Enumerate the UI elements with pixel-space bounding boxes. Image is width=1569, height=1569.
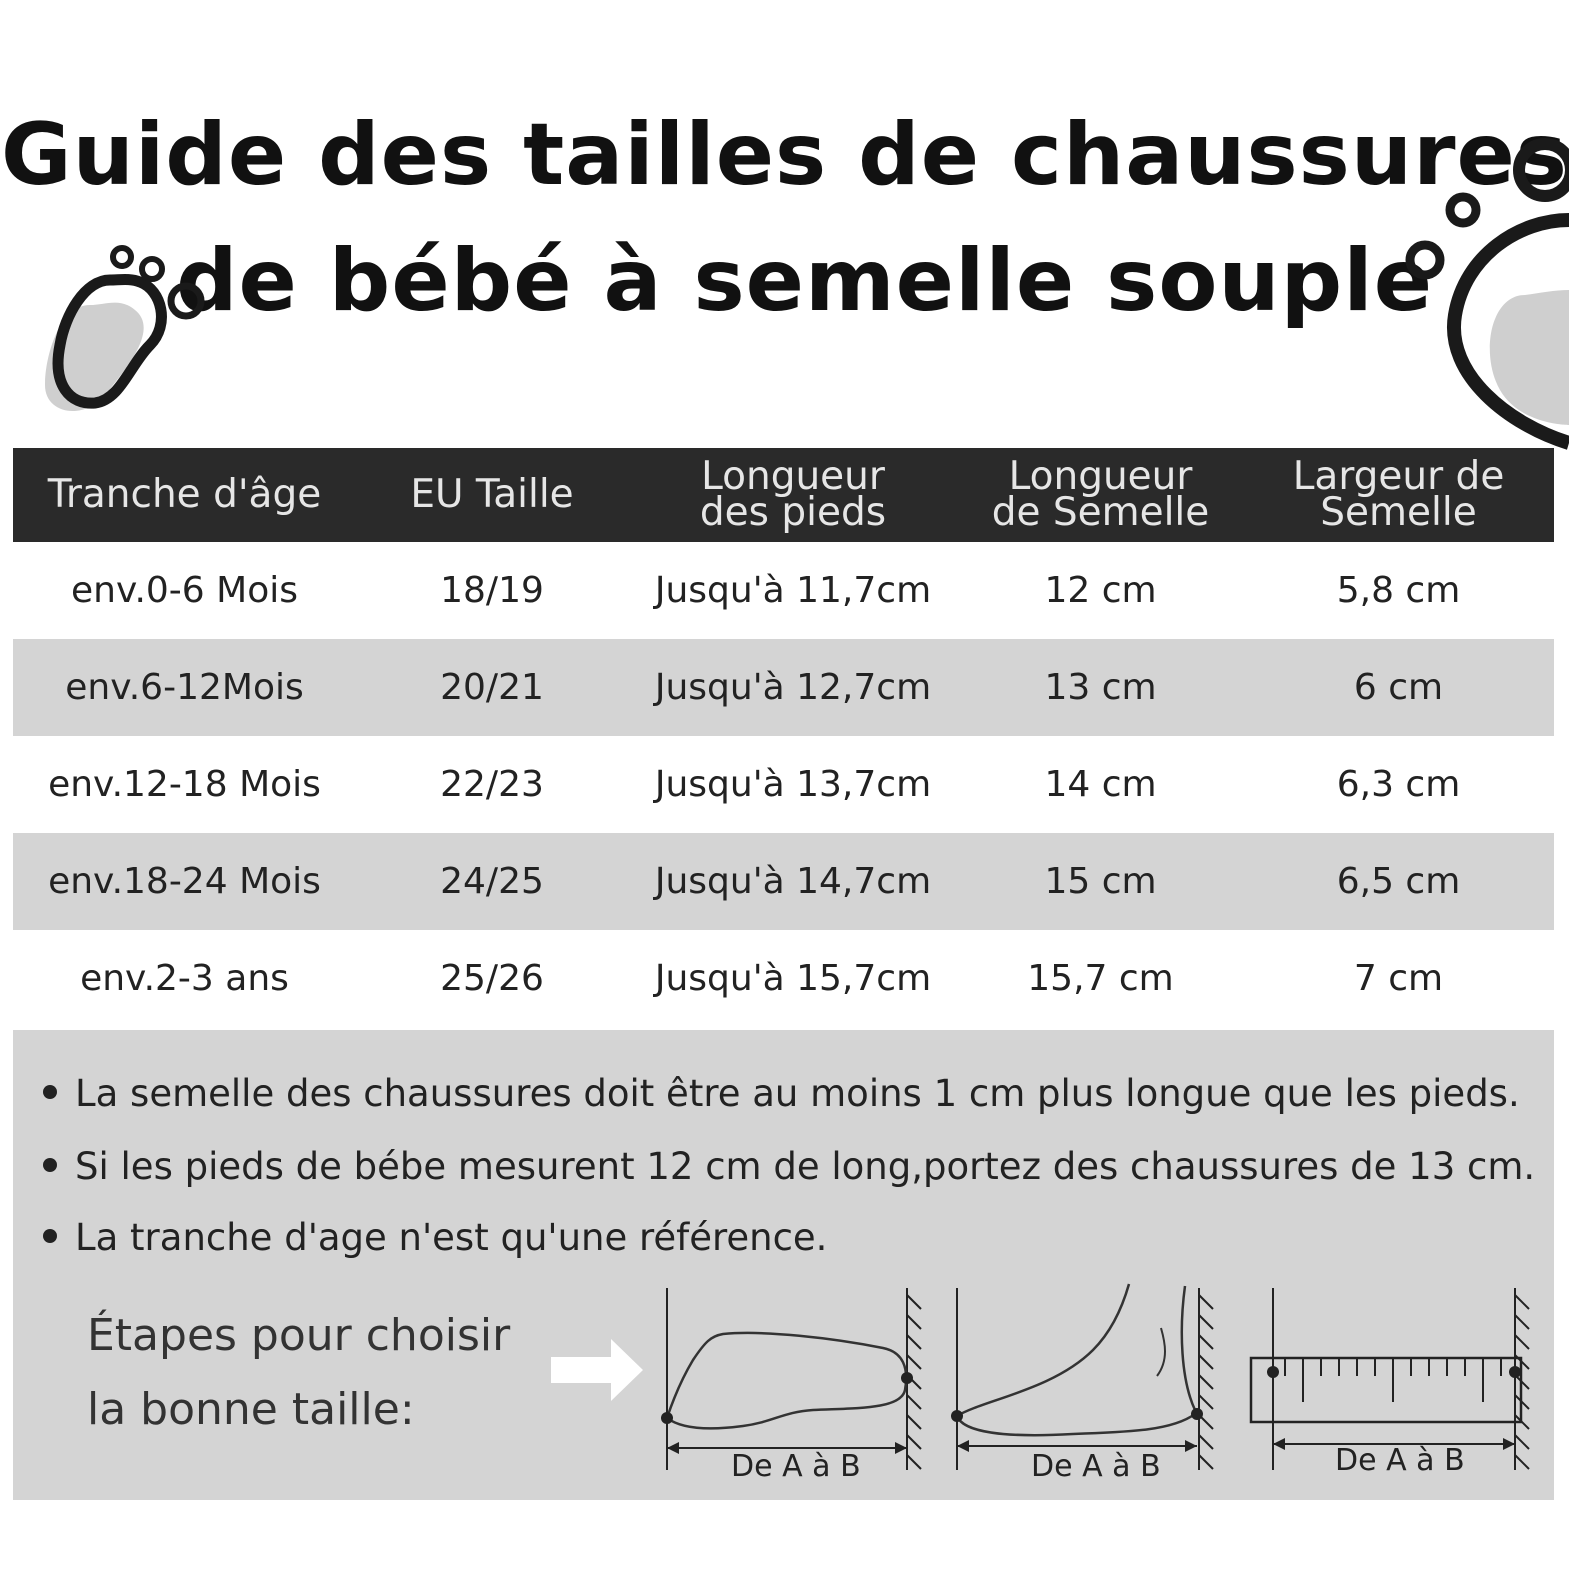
- table-row: [13, 639, 1554, 736]
- header-sole-length: Longueur de Semelle: [958, 448, 1243, 542]
- cell-sole-length: 15 cm: [958, 833, 1243, 930]
- cell-foot-length: Jusqu'à 15,7cm: [628, 930, 958, 1027]
- page-title-line-2: de bébé à semelle souple: [175, 231, 1434, 331]
- cell-age: env.0-6 Mois: [13, 542, 356, 639]
- cell-sole-length: 13 cm: [958, 639, 1243, 736]
- bullet-icon: [43, 1158, 57, 1172]
- cell-foot-length: Jusqu'à 13,7cm: [628, 736, 958, 833]
- cell-sole-width: 6,5 cm: [1243, 833, 1554, 930]
- table-row: [13, 930, 1554, 1027]
- cell-eu-size: 22/23: [356, 736, 628, 833]
- cell-sole-length: 14 cm: [958, 736, 1243, 833]
- diagram-label: De A à B: [1031, 1449, 1161, 1480]
- footprint-icon-right: [1390, 125, 1569, 455]
- cell-sole-width: 6,3 cm: [1243, 736, 1554, 833]
- cell-sole-width: 7 cm: [1243, 930, 1554, 1027]
- page-title-line-1: Guide des tailles de chaussures: [1, 105, 1568, 205]
- bullet-icon: [43, 1229, 57, 1243]
- notes-panel: [13, 1030, 1554, 1500]
- cell-eu-size: 18/19: [356, 542, 628, 639]
- table-row: [13, 736, 1554, 833]
- note-item: La tranche d'age n'est qu'une référence.: [43, 1216, 827, 1259]
- steps-label-line-1: Étapes pour choisir: [87, 1310, 511, 1361]
- footprint-icon-left: [30, 235, 220, 425]
- size-table: [13, 448, 1554, 1027]
- cell-sole-length: 12 cm: [958, 542, 1243, 639]
- header-age: Tranche d'âge: [13, 448, 356, 542]
- header-foot-length: Longueur des pieds: [628, 448, 958, 542]
- table-row: [13, 833, 1554, 930]
- foot-side-icon: [943, 1280, 1233, 1480]
- cell-eu-size: 24/25: [356, 833, 628, 930]
- diagram-label: De A à B: [1335, 1443, 1465, 1478]
- note-item: Si les pieds de bébe mesurent 12 cm de long,portez des chaussures de 13 cm.: [43, 1145, 1535, 1188]
- cell-foot-length: Jusqu'à 12,7cm: [628, 639, 958, 736]
- cell-age: env.2-3 ans: [13, 930, 356, 1027]
- table-header-row: [13, 448, 1554, 542]
- cell-sole-length: 15,7 cm: [958, 930, 1243, 1027]
- cell-eu-size: 25/26: [356, 930, 628, 1027]
- cell-foot-length: Jusqu'à 14,7cm: [628, 833, 958, 930]
- ruler-icon: [1245, 1280, 1545, 1480]
- cell-age: env.18-24 Mois: [13, 833, 356, 930]
- bullet-icon: [43, 1085, 57, 1099]
- cell-age: env.12-18 Mois: [13, 736, 356, 833]
- header-eu-size: EU Taille: [356, 448, 628, 542]
- cell-foot-length: Jusqu'à 11,7cm: [628, 542, 958, 639]
- cell-age: env.6-12Mois: [13, 639, 356, 736]
- note-item: La semelle des chaussures doit être au moins 1 cm plus longue que les pieds.: [43, 1072, 1520, 1115]
- header-sole-width: Largeur de Semelle: [1243, 448, 1554, 542]
- table-row: [13, 542, 1554, 639]
- cell-eu-size: 20/21: [356, 639, 628, 736]
- steps-label-line-2: la bonne taille:: [87, 1384, 415, 1435]
- cell-sole-width: 5,8 cm: [1243, 542, 1554, 639]
- foot-outline-icon: [653, 1280, 933, 1480]
- diagram-label: De A à B: [731, 1449, 861, 1480]
- arrow-right-icon: [549, 1335, 645, 1405]
- cell-sole-width: 6 cm: [1243, 639, 1554, 736]
